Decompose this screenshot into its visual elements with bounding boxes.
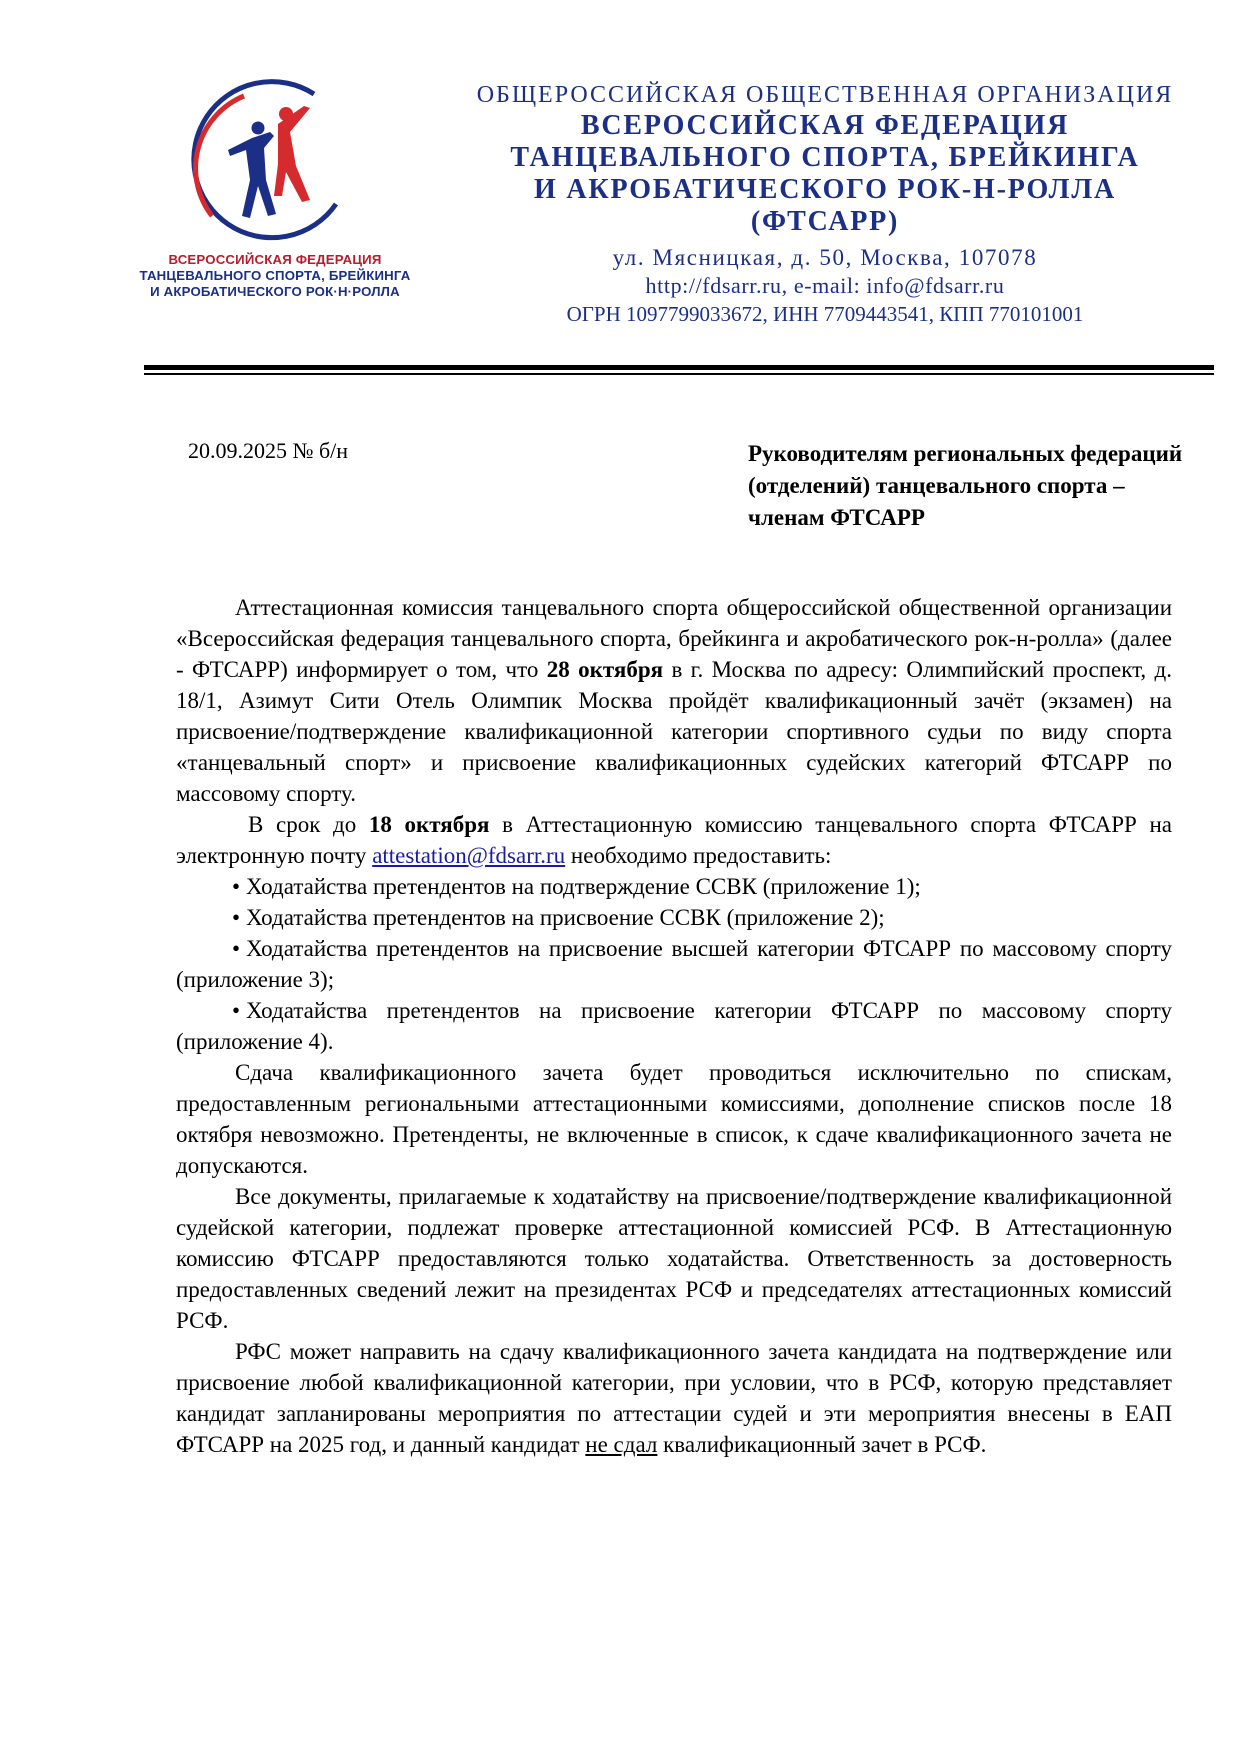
paragraph-lists: Сдача квалификационного зачета будет проводиться исключительно по спискам, предоставленным региональными аттестационными комиссиями, дополнение списков после 18 октября невозможно. Претенденты, не включенные в список, к сдаче квалификационного зачета не допускаются. bbox=[176, 1060, 1172, 1178]
deadline-text-end: необходимо предоставить: bbox=[565, 843, 832, 868]
bullet-icon: • bbox=[232, 998, 241, 1023]
letter-date-number: 20.09.2025 № б/н bbox=[188, 438, 349, 463]
bullet-icon: • bbox=[232, 905, 241, 930]
list-item-text: Ходатайства претендентов на присвоение высшей категории ФТСАРР по массовому спорту (приложение 3); bbox=[176, 936, 1172, 992]
letterhead bbox=[450, 80, 1200, 328]
federation-logo bbox=[120, 76, 430, 306]
deadline-text: В срок до bbox=[248, 812, 369, 837]
attestation-email-link[interactable]: attestation@fdsarr.ru bbox=[372, 843, 566, 868]
org-abbreviation: (ФТСАРР) bbox=[750, 206, 900, 237]
org-type: ОБЩЕРОССИЙСКАЯ ОБЩЕСТВЕННАЯ ОРГАНИЗАЦИЯ bbox=[476, 82, 1174, 108]
org-name-line-3: И АКРОБАТИЧЕСКОГО РОК-Н-РОЛЛА bbox=[533, 174, 1117, 205]
letter-addressee: Руководителям региональных федераций (отделений) танцевального спорта – членам ФТСАРР bbox=[748, 441, 1183, 530]
logo-text-line-3: И АКРОБАТИЧЕСКОГО РОК·Н·РОЛЛА bbox=[150, 284, 400, 299]
paragraph-deadline bbox=[176, 809, 1172, 871]
deadline-date: 18 октября bbox=[368, 812, 490, 837]
list-item bbox=[176, 995, 1172, 1057]
conditions-text: РФС может направить на сдачу квалификационного зачета кандидата на подтверждение или присвоение любой квалификационной категории, при условии, что в РСФ, которую представляет кандидат запланированы мероприятия по аттестации судей и эти мероприятия внесены в ЕАП ФТСАРР на 2025 год, и данный кандидат bbox=[176, 1339, 1172, 1457]
list-item-text: Ходатайства претендентов на присвоение ССВК (приложение 2); bbox=[246, 905, 885, 930]
bullet-icon: • bbox=[232, 874, 241, 899]
list-item bbox=[176, 933, 1172, 995]
logo-text-line-1: ВСЕРОССИЙСКАЯ ФЕДЕРАЦИЯ bbox=[168, 252, 382, 267]
paragraph-conditions bbox=[176, 1336, 1172, 1460]
list-item-text: Ходатайства претендентов на подтверждение ССВК (приложение 1); bbox=[246, 874, 921, 899]
announcement-text: Аттестационная комиссия танцевального спорта общероссийской общественной организации «Всероссийская федерация танцевального спорта, брейкинга и акробатического рок-н-ролла» (далее - ФТСАРР) информирует о том, что bbox=[176, 595, 1172, 682]
list-item bbox=[176, 902, 1172, 933]
org-name-line-1: ВСЕРОССИЙСКАЯ ФЕДЕРАЦИЯ bbox=[580, 110, 1070, 141]
org-address: ул. Мясницкая, д. 50, Москва, 107078 bbox=[612, 245, 1038, 270]
exam-date: 28 октября bbox=[546, 657, 664, 682]
list-item bbox=[176, 871, 1172, 902]
paragraph-announcement bbox=[176, 592, 1172, 809]
bullet-icon: • bbox=[232, 936, 241, 961]
conditions-underlined: не сдал bbox=[585, 1432, 658, 1457]
list-item-text: Ходатайства претендентов на присвоение категории ФТСАРР по массовому спорту (приложение 4). bbox=[176, 998, 1172, 1054]
conditions-text-end: квалификационный зачет в РСФ. bbox=[657, 1432, 987, 1457]
org-name-line-2: ТАНЦЕВАЛЬНОГО СПОРТА, БРЕЙКИНГА bbox=[510, 142, 1140, 173]
dancers-emblem-icon bbox=[186, 76, 366, 246]
deadline-text-cont: в Аттестационную комиссию танцевального спорта ФТСАРР на электронную почту bbox=[176, 812, 1172, 868]
announcement-text-cont: в г. Москва по адресу: Олимпийский проспект, д. 18/1, Азимут Сити Отель Олимпик Москва пройдёт квалификационный зачёт (экзамен) на присвоение/подтверждение квалификационной категории спортивного судьи по виду спорта «танцевальный спорт» и присвоение квалификационных судейских категорий ФТСАРР по массовому спорту. bbox=[176, 657, 1172, 806]
letter-body bbox=[176, 592, 1172, 1460]
header-divider bbox=[144, 365, 1214, 370]
logo-text-line-2: ТАНЦЕВАЛЬНОГО СПОРТА, БРЕЙКИНГА bbox=[139, 268, 411, 283]
header-divider-thin bbox=[144, 373, 1214, 375]
paragraph-documents: Все документы, прилагаемые к ходатайству на присвоение/подтверждение квалификационной судейской категории, подлежат проверке аттестационной комиссией РСФ. В Аттестационную комиссию ФТСАРР предоставляются только ходатайства. Ответственность за достоверность предоставленных сведений лежит на президентах РСФ и председателях аттестационных комиссий РСФ. bbox=[176, 1184, 1172, 1333]
org-contacts: http://fdsarr.ru, e-mail: info@fdsarr.ru bbox=[645, 273, 1005, 298]
org-registry-numbers: ОГРН 1097799033672, ИНН 7709443541, КПП 770101001 bbox=[566, 302, 1084, 326]
